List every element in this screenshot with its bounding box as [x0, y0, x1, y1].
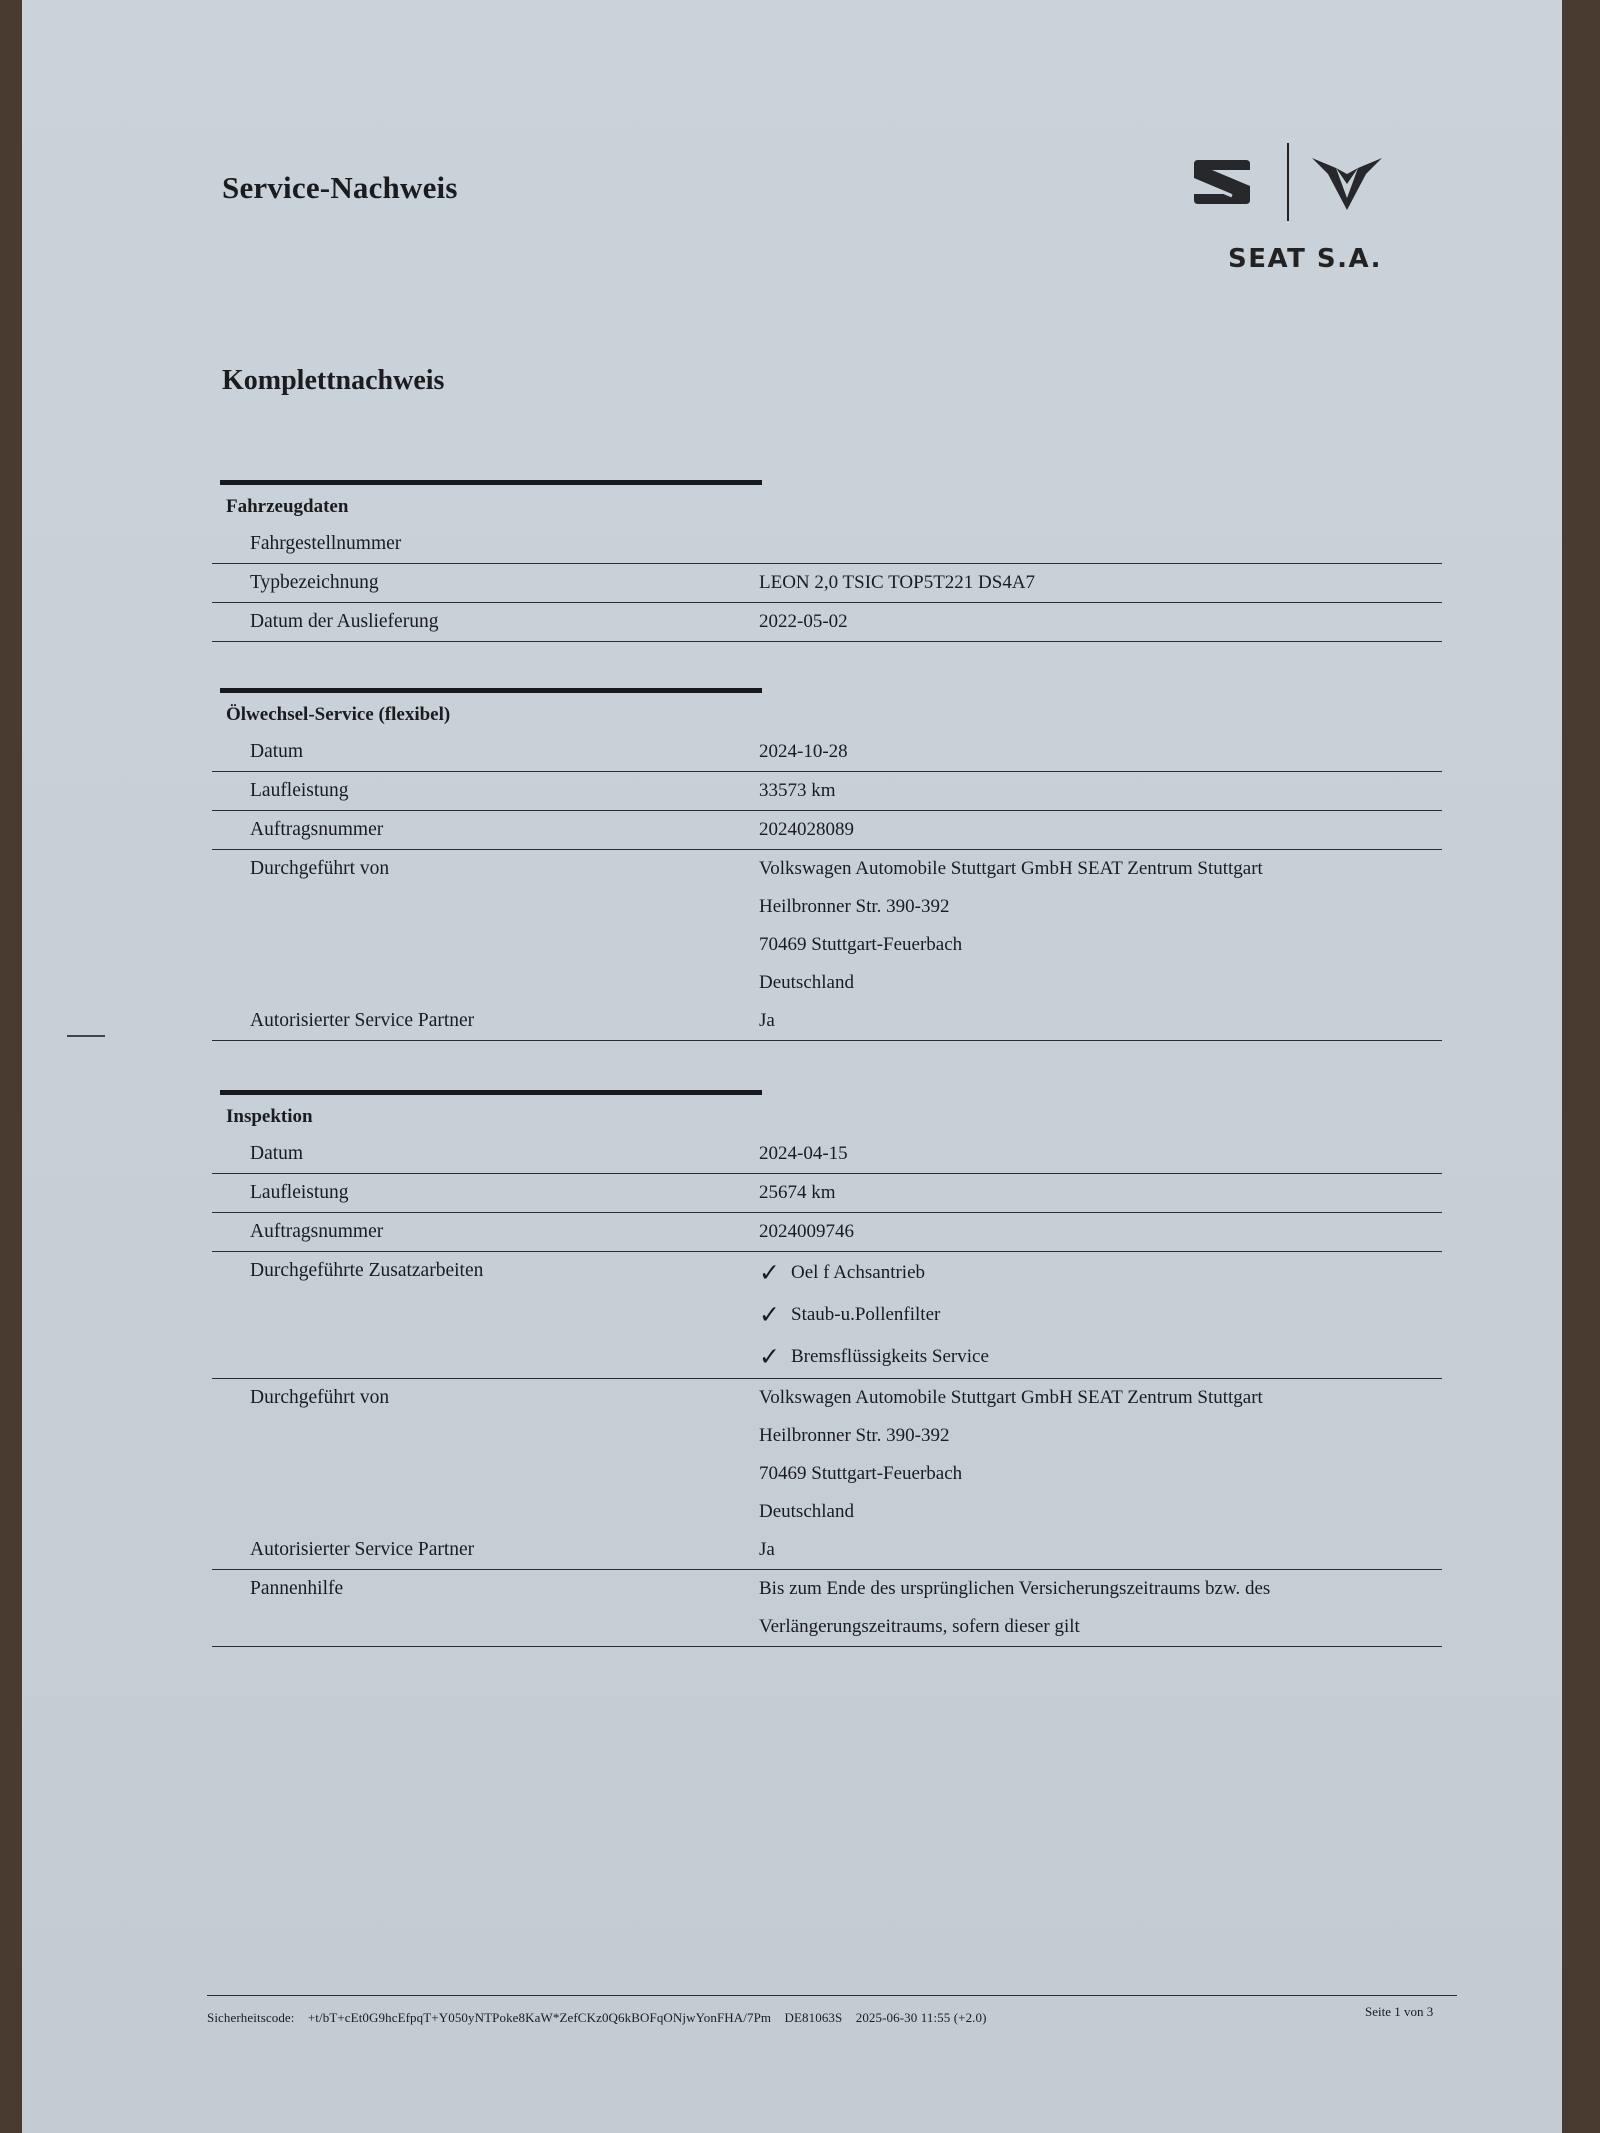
logo-text: SEAT S.A.	[1228, 244, 1382, 274]
list-item	[759, 1294, 1442, 1336]
table-row	[212, 1531, 1442, 1570]
table-row	[212, 1135, 1442, 1174]
row-label: Auftragsnummer	[250, 1221, 384, 1242]
extra-work-list	[759, 1252, 1442, 1378]
cupra-logo-icon	[1310, 154, 1384, 212]
margin-mark	[67, 1035, 105, 1037]
extra-work-item: Bremsflüssigkeits Service	[791, 1346, 989, 1367]
list-item	[759, 1336, 1442, 1378]
logo-divider	[1287, 143, 1289, 221]
security-code-line	[207, 2010, 997, 2026]
extra-work-item: Oel f Achsantrieb	[791, 1262, 926, 1283]
table-row	[212, 603, 1442, 642]
table-row	[212, 564, 1442, 603]
extra-work-row	[212, 1252, 1442, 1379]
row-value: 2022-05-02	[759, 611, 848, 632]
security-code: +t/bT+cEt0G9hcEfpqT+Y050yNTPoke8KaW*ZefCKz0Q6kBOFqONjwYonFHA/7Pm	[307, 2010, 772, 2025]
page-number: Seite 1 von 3	[1365, 2004, 1434, 2019]
list-item	[759, 1252, 1442, 1294]
row-value: 2024-04-15	[759, 1143, 848, 1164]
breakdown-row	[212, 1570, 1442, 1647]
breakdown-text	[759, 1570, 1442, 1646]
row-value: 25674 km	[759, 1182, 836, 1203]
section-subtitle: Komplettnachweis	[222, 365, 445, 396]
performed-by-row	[212, 850, 1442, 1002]
row-label: Datum	[250, 1143, 304, 1164]
table-row	[212, 525, 1442, 564]
table-row	[212, 1213, 1442, 1252]
row-label: Pannenhilfe	[250, 1578, 344, 1599]
address-line: Deutschland	[759, 972, 854, 993]
row-value: Ja	[759, 1010, 775, 1031]
address-line: Heilbronner Str. 390-392	[759, 1425, 950, 1446]
check-icon: ✓	[759, 1342, 780, 1371]
extra-work-item: Staub-u.Pollenfilter	[791, 1304, 941, 1325]
row-value: 2024-10-28	[759, 741, 848, 762]
print-timestamp: 2025-06-30 11:55 (+2.0)	[855, 2010, 987, 2025]
row-label: Laufleistung	[250, 780, 349, 801]
breakdown-line: Bis zum Ende des ursprünglichen Versicherungszeitraums bzw. des	[759, 1578, 1271, 1599]
section-bar	[220, 480, 762, 485]
address-line: Deutschland	[759, 1501, 854, 1522]
row-label: Auftragsnummer	[250, 819, 384, 840]
breakdown-line: Verlängerungszeitraums, sofern dieser gilt	[759, 1616, 1080, 1637]
footer-divider	[207, 1995, 1457, 1996]
check-icon: ✓	[759, 1258, 780, 1287]
table-row	[212, 1002, 1442, 1041]
address-line: Heilbronner Str. 390-392	[759, 896, 950, 917]
seat-logo-icon	[1192, 156, 1252, 208]
address-line: 70469 Stuttgart-Feuerbach	[759, 1463, 963, 1484]
inspection-heading: Inspektion	[226, 1106, 313, 1127]
address-line: 70469 Stuttgart-Feuerbach	[759, 934, 963, 955]
row-label: Durchgeführt von	[250, 858, 390, 879]
table-row	[212, 733, 1442, 772]
row-label: Fahrgestellnummer	[250, 533, 402, 554]
row-value: 2024009746	[759, 1221, 854, 1242]
row-value: 33573 km	[759, 780, 836, 801]
oil-service-heading: Ölwechsel-Service (flexibel)	[226, 704, 451, 725]
document-id: DE81063S	[784, 2010, 843, 2025]
section-bar	[220, 1090, 762, 1095]
row-value: Ja	[759, 1539, 775, 1560]
row-label: Datum der Auslieferung	[250, 611, 439, 632]
row-value: LEON 2,0 TSIC TOP5T221 DS4A7	[759, 572, 1036, 593]
address-line: Volkswagen Automobile Stuttgart GmbH SEAT Zentrum Stuttgart	[759, 858, 1263, 879]
section-bar	[220, 688, 762, 693]
page-title: Service-Nachweis	[222, 170, 458, 205]
row-label: Datum	[250, 741, 304, 762]
row-label: Typbezeichnung	[250, 572, 379, 593]
address-line: Volkswagen Automobile Stuttgart GmbH SEAT Zentrum Stuttgart	[759, 1387, 1263, 1408]
row-label: Autorisierter Service Partner	[250, 1539, 475, 1560]
check-icon: ✓	[759, 1300, 780, 1329]
table-row	[212, 811, 1442, 850]
address-block	[759, 1379, 1442, 1531]
document-page	[22, 0, 1562, 2133]
security-code-label: Sicherheitscode:	[207, 2010, 295, 2025]
address-block	[759, 850, 1442, 1002]
performed-by-row	[212, 1379, 1442, 1531]
row-label: Autorisierter Service Partner	[250, 1010, 475, 1031]
row-value: 2024028089	[759, 819, 854, 840]
row-label: Durchgeführt von	[250, 1387, 390, 1408]
brand-logo	[1192, 140, 1392, 280]
table-row	[212, 772, 1442, 811]
row-label: Durchgeführte Zusatzarbeiten	[250, 1260, 484, 1281]
table-row	[212, 1174, 1442, 1213]
vehicle-heading: Fahrzeugdaten	[226, 496, 349, 517]
row-label: Laufleistung	[250, 1182, 349, 1203]
